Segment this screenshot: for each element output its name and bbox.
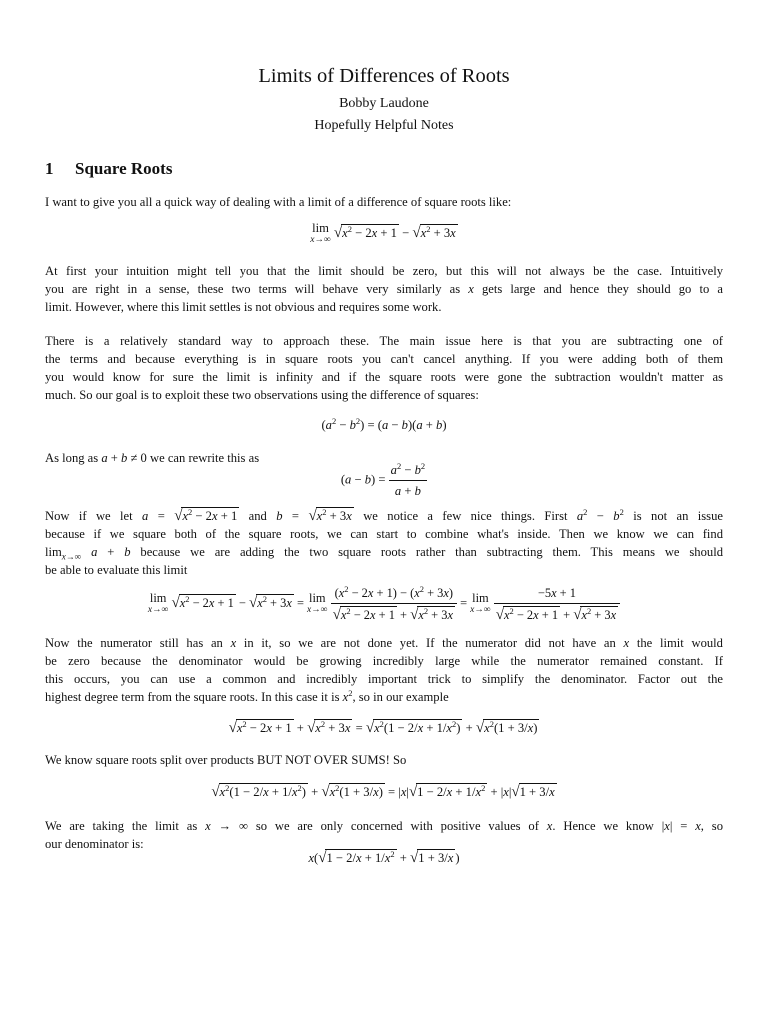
paragraph-line: the terms and because everything is in square roots you can't cancel anything. If you were adding both of them <box>45 352 723 366</box>
paragraph-line: We know square roots split over products BUT NOT OVER SUMS! So <box>45 753 407 767</box>
paragraph-line: Now the numerator still has an x in it, so we are not done yet. If the numerator did not have an x the limit would <box>45 636 723 650</box>
paragraph-line: At first your intuition might tell you that the limit should be zero, but this will not always be the case. Intuitively <box>45 264 723 278</box>
paragraph-line: As long as a + b ≠ 0 we can rewrite this as <box>45 451 260 465</box>
paragraph-line: highest degree term from the square roots. In this case it is $x^2$, so in our example <box>45 687 449 704</box>
equation-split-roots: $√x^2(1 - 2/x + 1/x^2) + √x^2(1 + 3/x) = |x|√1 - 2/x + 1/x^2 + |x|√1 + 3/x$ <box>211 782 555 800</box>
paragraph-line: be zero because the denominator would be growing incredibly large while the numerator remained constant. If <box>45 654 723 668</box>
paragraph-line: you are right in a sense, these two terms will behave very similarly as x gets large and hence they should go to a <box>45 282 723 296</box>
paragraph-positive-values <box>45 817 723 853</box>
paragraph-substitution <box>45 507 723 579</box>
paragraph-line: because if we square both of the square roots, we can start to combine what's inside. Then we know we can find <box>45 527 723 541</box>
limit-operator: lim x→∞ <box>310 221 331 245</box>
paragraph-intuition <box>45 262 723 316</box>
paragraph-line: I want to give you all a quick way of dealing with a limit of a difference of square roots like: <box>45 195 512 209</box>
equation-rewrite: (a − b) = $\frac{a^2 - b^2}{a + b}$ <box>340 460 426 498</box>
document-subtitle: Hopefully Helpful Notes <box>314 118 454 133</box>
equation-factor-out: $√x^2 - 2x + 1 + √x^2 + 3x = √x^2(1 - 2/x + 1/x^2) + √x^2(1 + 3/x)$ <box>228 718 538 736</box>
equation-difference-of-squares: $(a^2 - b^2) = (a - b)(a + b)$ <box>321 415 447 432</box>
paragraph-line: There is a relatively standard way to approach these. The main issue here is that you are subtracting one of <box>45 334 723 348</box>
paragraph-intro <box>45 193 723 211</box>
paragraph-line: much. So our goal is to exploit these two observations using the difference of squares: <box>45 388 479 402</box>
paragraph-approach <box>45 332 723 404</box>
section-title: Square Roots <box>75 159 173 178</box>
paragraph-line: our denominator is: <box>45 837 144 851</box>
section-heading <box>45 157 172 181</box>
paragraph-line: We are taking the limit as x → ∞ so we are only concerned with positive values of x. Hence we know |x| = x, so <box>45 819 723 833</box>
document-title: Limits of Differences of Roots <box>258 65 510 87</box>
paragraph-line: $\lim_{x\to\infty} a + b$ because we are adding the two square roots rather than subtracting them. This means we should <box>45 545 723 562</box>
paragraph-line: limit. However, where this limit settles is not obvious and requires some work. <box>45 300 442 314</box>
paragraph-products <box>45 751 723 769</box>
section-number: 1 <box>45 159 54 178</box>
paragraph-line: Now if we let $a = √x^2 - 2x + 1$ and $b = √x^2 + 3x$ we notice a few nice things. First $a^2 - b^2$ is not an issue <box>45 506 723 524</box>
paragraph-numerator <box>45 634 723 706</box>
paragraph-line: be able to evaluate this limit <box>45 563 188 577</box>
equation-denominator: $x(√1 - 2/x + 1/x^2 + √1 + 3/x$ ) <box>308 848 460 866</box>
paragraph-line: this occurs, you can use a common and incredibly important trick to simplify the denominator. Factor out the <box>45 672 723 686</box>
author-name: Bobby Laudone <box>339 96 429 111</box>
equation-conjugate: lim x→∞ $√x^2 - 2x + 1 - √x^2 + 3x$ = lim x→∞ $\frac{(x^2 - 2x + 1) - (x^2 + 3x)}{√x^2 - 2x + 1 + √x^2 + 3x}$ = lim x→∞ $\frac{-5x + 1}{√x^2 - 2x + 1 + √x^2 + 3x}$ <box>0 585 768 623</box>
paragraph-line: you would know for sure the limit is infinity and if the square roots were gone the subtraction wouldn't matter as <box>45 370 723 384</box>
equation-limit-difference: lim x→∞ $√x^2 - 2x + 1 - √x^2 + 3x$ <box>310 221 456 245</box>
